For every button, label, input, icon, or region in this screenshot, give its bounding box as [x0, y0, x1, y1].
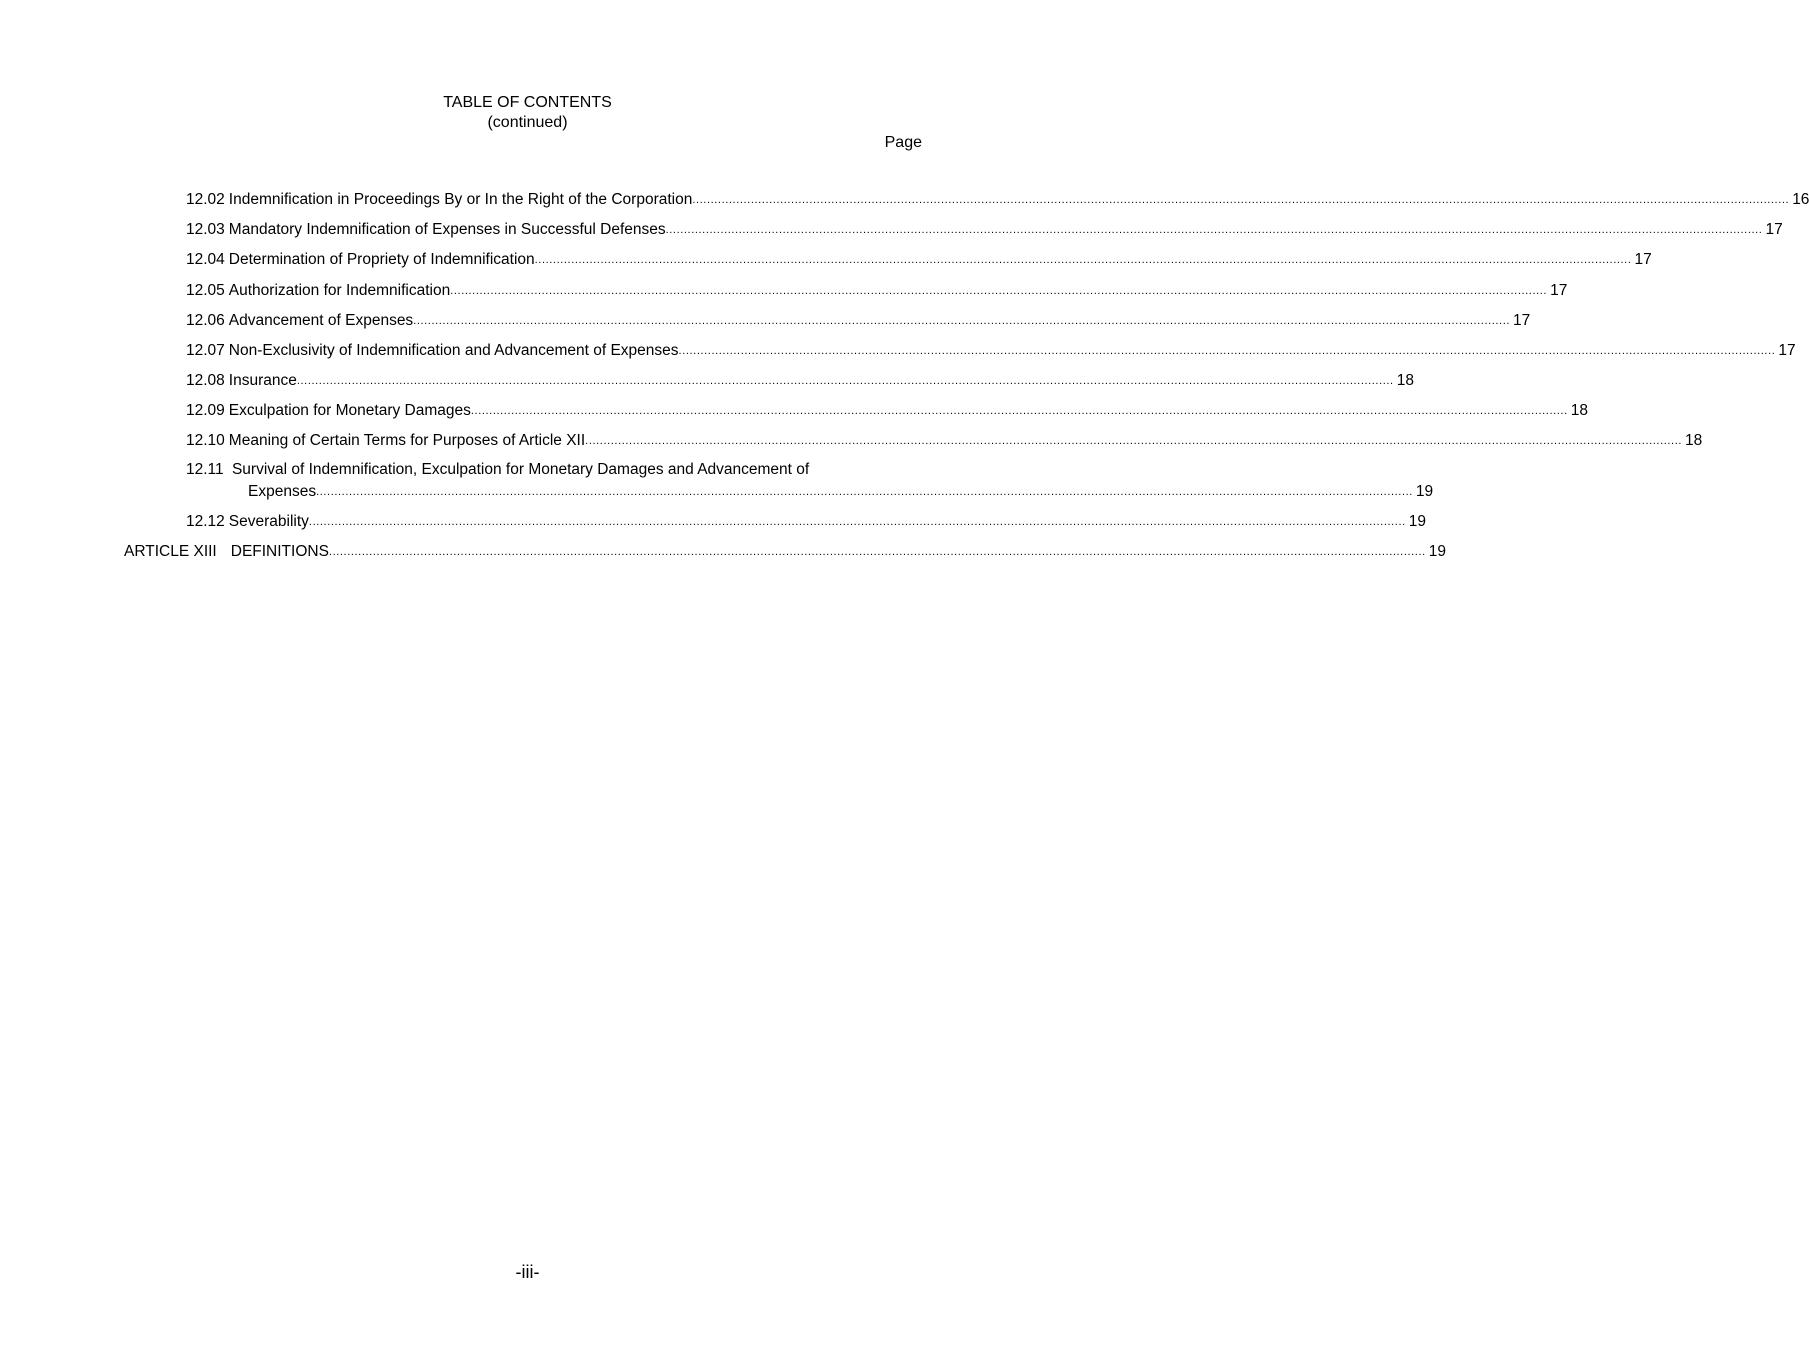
toc-entry-12-11-continuation[interactable]	[248, 482, 1434, 502]
dot-leader: ............................................................................................................................................................................................................................................................................................................	[692, 194, 1790, 206]
dot-leader: ............................................................................................................................................................................................................................................................................................................	[585, 435, 1683, 447]
page-column-header: Page	[884, 134, 922, 151]
entry-number: 12.03	[186, 221, 225, 238]
toc-entry-12-03[interactable]	[186, 220, 1783, 240]
entry-number: 12.08	[186, 372, 225, 389]
entry-number: 12.07	[186, 342, 225, 359]
dot-leader: ............................................................................................................................................................................................................................................................................................................	[450, 285, 1548, 297]
toc-entry-12-09[interactable]	[186, 401, 1588, 421]
entry-page: 18	[1396, 372, 1414, 389]
entry-title: Survival of Indemnification, Exculpation for Monetary Damages and Advancement of	[231, 461, 810, 478]
toc-entry-12-06[interactable]	[186, 311, 1531, 331]
page-number-footer: -iii-	[515, 1262, 540, 1282]
article-page: 19	[1428, 543, 1447, 560]
toc-entry-12-02[interactable]	[186, 190, 1809, 210]
entry-page: 19	[1415, 483, 1434, 500]
entry-title: Severability	[228, 513, 309, 530]
entry-number: 12.06	[186, 312, 225, 329]
entry-number: 12.09	[186, 402, 225, 419]
toc-entry-12-11[interactable]	[186, 460, 925, 480]
entry-title: Indemnification in Proceedings By or In the Right of the Corporation	[228, 191, 693, 208]
entry-number: 12.05	[186, 282, 225, 299]
entry-title: Insurance	[228, 372, 297, 389]
dot-leader: ............................................................................................................................................................................................................................................................................................................	[413, 315, 1511, 327]
dot-leader: ............................................................................................................................................................................................................................................................................................................	[328, 546, 1426, 558]
entry-title: Advancement of Expenses	[228, 312, 414, 329]
dot-leader: ............................................................................................................................................................................................................................................................................................................	[296, 375, 1394, 387]
entry-page: 17	[1634, 251, 1652, 268]
toc-title: TABLE OF CONTENTS	[443, 94, 612, 111]
article-number: ARTICLE XIII	[124, 543, 217, 560]
entry-page: 17	[1765, 221, 1783, 238]
entry-page: 18	[1685, 432, 1703, 449]
toc-entry-12-04[interactable]	[186, 250, 1652, 270]
dot-leader: ............................................................................................................................................................................................................................................................................................................	[316, 486, 1413, 498]
entry-page: 16	[1792, 191, 1809, 208]
entry-title: Authorization for Indemnification	[228, 282, 451, 299]
entry-title: Exculpation for Monetary Damages	[228, 402, 471, 419]
toc-entry-12-05[interactable]	[186, 281, 1568, 301]
article-title: DEFINITIONS	[230, 543, 329, 560]
dot-leader: ............................................................................................................................................................................................................................................................................................................	[678, 345, 1776, 357]
entry-number: 12.11	[186, 461, 224, 478]
entry-number: 12.10	[186, 432, 225, 449]
toc-entry-12-07[interactable]	[186, 341, 1796, 361]
toc-entry-12-10[interactable]	[186, 431, 1703, 451]
entry-number: 12.04	[186, 251, 225, 268]
entry-title-continued: Expenses	[248, 483, 317, 500]
dot-leader: ............................................................................................................................................................................................................................................................................................................	[534, 254, 1632, 266]
entry-page: 18	[1570, 402, 1588, 419]
entry-title: Determination of Propriety of Indemnification	[228, 251, 535, 268]
toc-entry-12-08[interactable]	[186, 371, 1414, 391]
entry-title: Non-Exclusivity of Indemnification and Advancement of Expenses	[228, 342, 679, 359]
dot-leader: ............................................................................................................................................................................................................................................................................................................	[308, 516, 1406, 528]
dot-leader: ............................................................................................................................................................................................................................................................................................................	[665, 224, 1763, 236]
entry-page: 17	[1550, 282, 1568, 299]
toc-article-xiii[interactable]	[124, 542, 1447, 562]
entry-title: Meaning of Certain Terms for Purposes of Article XII	[228, 432, 586, 449]
entry-number: 12.12	[186, 513, 225, 530]
entry-number: 12.02	[186, 191, 225, 208]
entry-page: 17	[1778, 342, 1796, 359]
entry-page: 19	[1408, 513, 1427, 530]
toc-subtitle: (continued)	[487, 114, 568, 131]
dot-leader: ............................................................................................................................................................................................................................................................................................................	[470, 405, 1568, 417]
entry-title: Mandatory Indemnification of Expenses in Successful Defenses	[228, 221, 666, 238]
toc-entry-12-12[interactable]	[186, 512, 1427, 532]
entry-page: 17	[1513, 312, 1531, 329]
